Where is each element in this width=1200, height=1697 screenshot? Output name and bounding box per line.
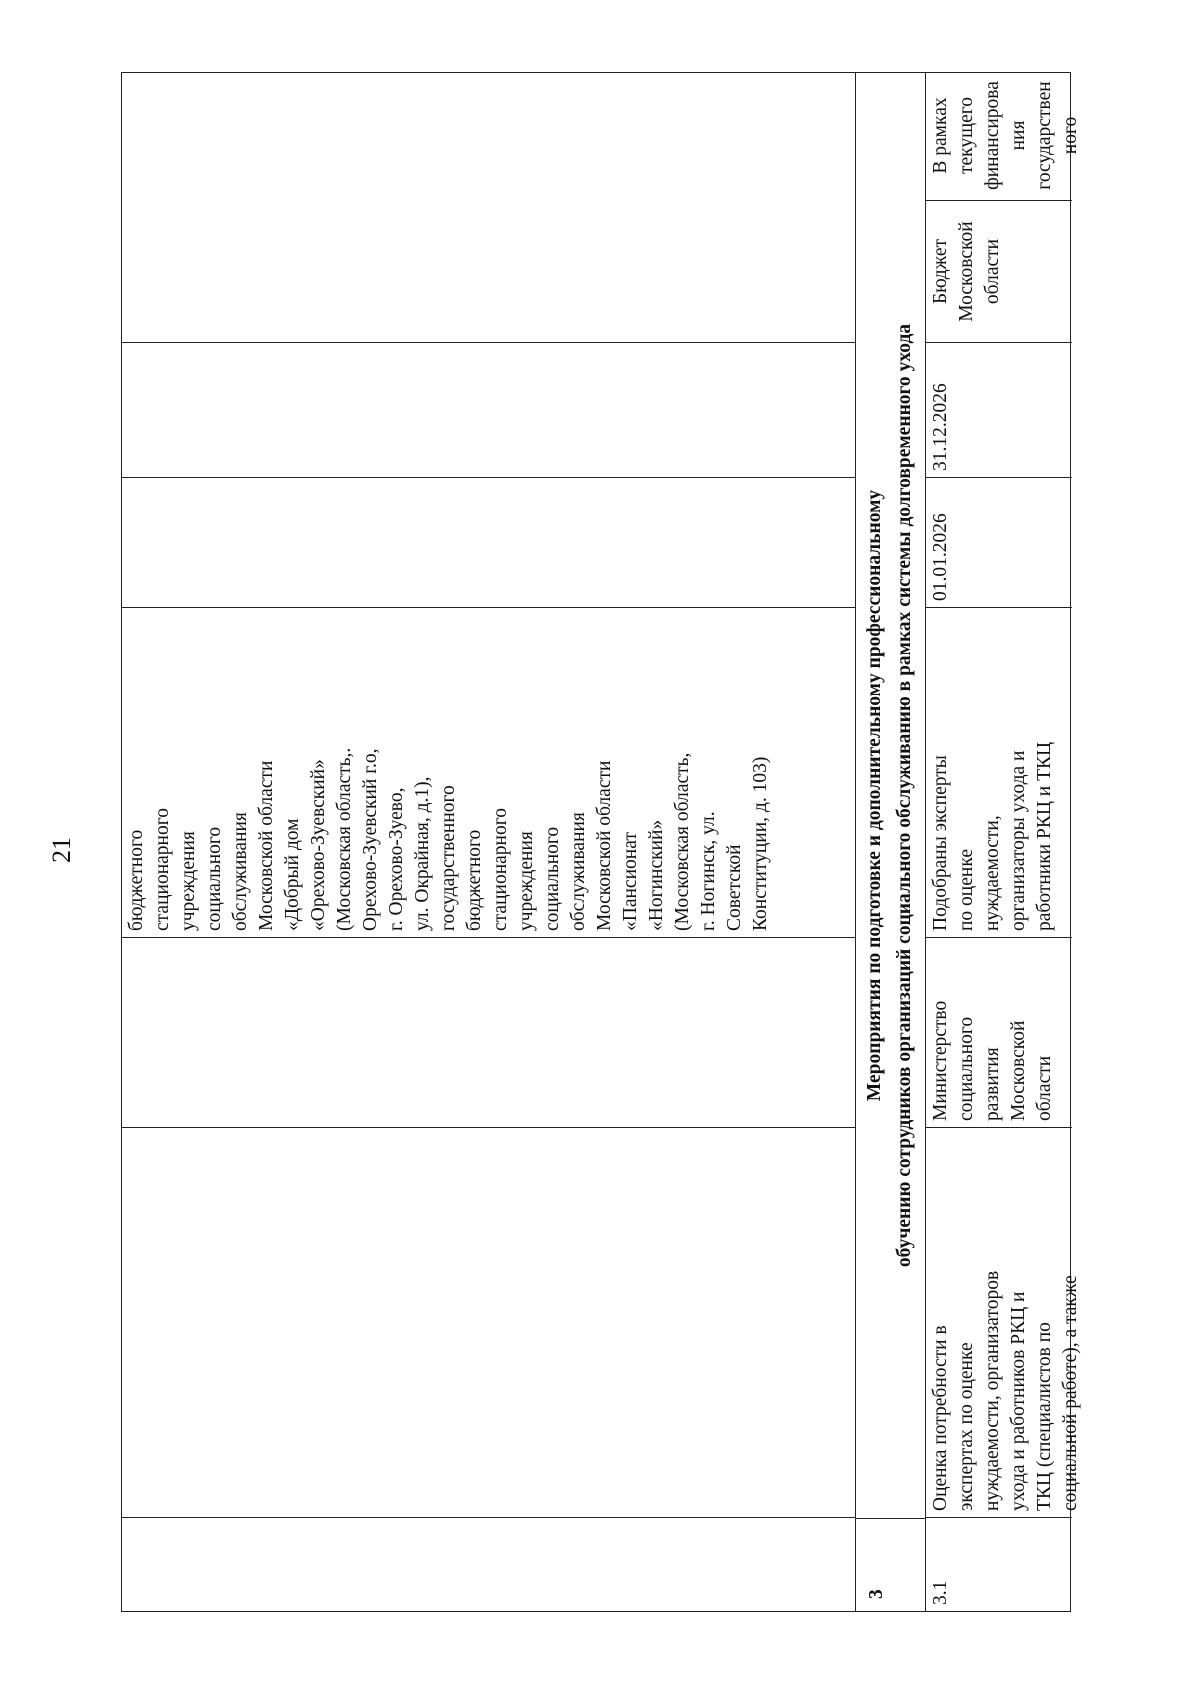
result-text: Подобраны эксперты по оценке нуждаемости, организаторы ухода и работники РКЦ и ТКЦ xyxy=(930,741,1055,931)
cell-start-empty xyxy=(122,478,855,608)
table-row-continuation xyxy=(122,73,856,1611)
cell-event-empty xyxy=(122,1128,855,1518)
event-text: Оценка потребности в экспертах по оценке нуждаемости, организаторов ухода и работников РКЦ и ТКЦ (специалистов по социальной работе), а также xyxy=(930,1270,1081,1511)
section-title-line-1: Мероприятия по подготовке и дополнительному профессиональному xyxy=(864,489,885,1102)
cell-institutions xyxy=(122,608,855,938)
measures-table xyxy=(121,72,1081,1612)
cell-funding-source xyxy=(926,201,1072,343)
table-row-3-1 xyxy=(926,73,1081,1611)
end-date: 31.12.2026 xyxy=(930,383,951,471)
responsible-text: Министерство социального развития Московской области xyxy=(930,1000,1055,1121)
cell-funding-amount xyxy=(926,71,1081,201)
funding-source-text: Бюджет Московской области xyxy=(930,221,1003,322)
cell-start-date xyxy=(926,478,1072,608)
section-title-line-2: обучению сотрудников организаций социального обслуживанию в рамках системы долговременного ухода xyxy=(894,323,915,1268)
cell-end-empty xyxy=(122,343,855,478)
cell-event xyxy=(926,1128,1081,1518)
cell-row-number xyxy=(926,1518,1072,1611)
cell-responsible-empty xyxy=(122,938,855,1128)
cell-responsible xyxy=(926,938,1072,1128)
section-number: 3 xyxy=(856,1518,925,1611)
section-header-row xyxy=(856,73,926,1611)
cell-end-date xyxy=(926,343,1072,478)
cell-source-empty xyxy=(122,201,855,343)
page-number: 21 xyxy=(47,837,76,863)
section-title xyxy=(856,73,929,1518)
institutions-text: бюджетного стационарного учреждения социального обслуживания Московской области «Добрый дом «Орехово-Зуевский» (Московская область,. Орехово-Зуевский г.о, г. Орехово-Зуево, ул. Окрайная, д.1), государственного бюджетного стационарного учреждения социального обслуживания Московской области «Пансионат «Ногинский» (Московская область, г. Ногинск, ул. Советской Конституции, д. 103) xyxy=(126,747,771,931)
cell-number-empty xyxy=(122,1518,855,1611)
start-date: 01.01.2026 xyxy=(930,513,951,601)
row-number: 3.1 xyxy=(930,1580,951,1605)
funding-amount-text: В рамках текущего финансирова ния государствен ного xyxy=(930,81,1081,190)
cell-result xyxy=(926,608,1072,938)
